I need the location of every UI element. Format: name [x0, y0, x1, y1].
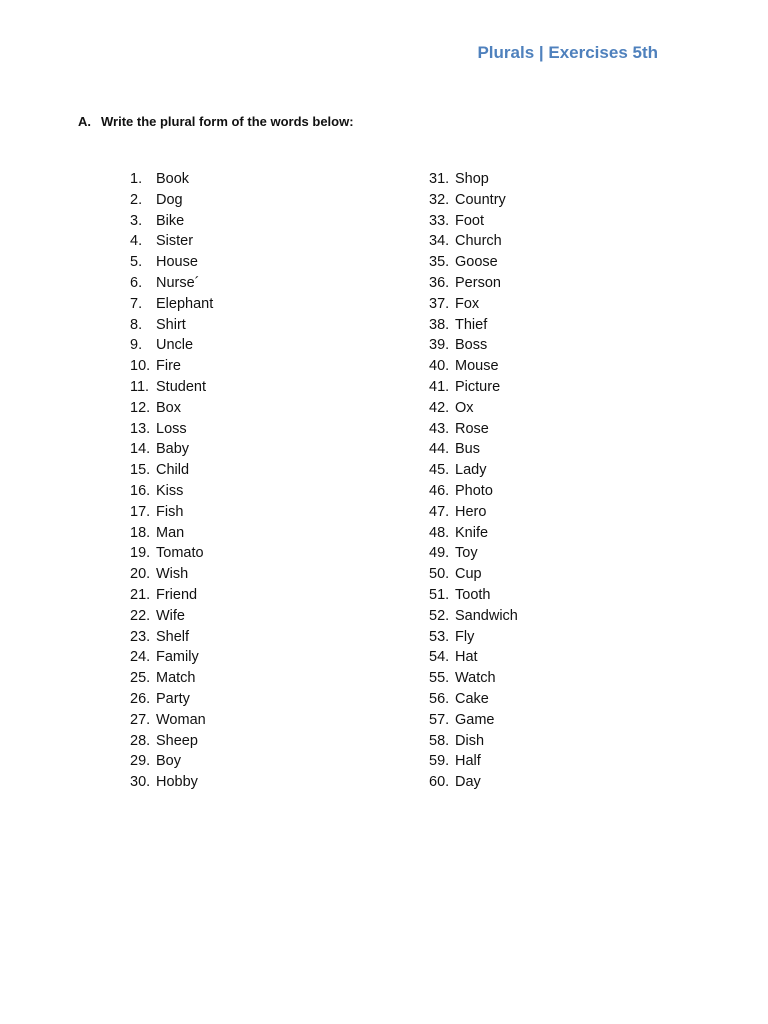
list-item [429, 751, 518, 772]
item-number: 39. [429, 337, 450, 354]
item-number: 55. [429, 670, 450, 687]
list-item [130, 751, 213, 772]
item-number: 20. [130, 566, 151, 583]
list-item [130, 398, 213, 419]
item-word: Bike [156, 212, 185, 229]
list-item [130, 315, 213, 336]
list-item [429, 335, 518, 356]
item-number: 24. [130, 649, 151, 666]
list-item [429, 772, 518, 793]
item-number: 30. [130, 774, 151, 791]
item-word: Day [455, 774, 481, 791]
list-item [130, 273, 213, 294]
item-word: Match [156, 670, 196, 687]
item-number: 31. [429, 171, 450, 187]
list-item [429, 731, 518, 752]
list-item [429, 211, 518, 232]
list-item [130, 439, 213, 460]
item-word: Hat [455, 649, 478, 666]
item-number: 12. [130, 399, 151, 416]
item-word: Toy [455, 545, 478, 562]
item-word: Sandwich [455, 607, 518, 624]
item-word: House [156, 254, 198, 271]
item-word: Photo [455, 482, 493, 499]
item-number: 41. [429, 378, 450, 395]
item-word: Tooth [455, 586, 491, 603]
list-item [130, 543, 213, 564]
item-number: 54. [429, 649, 450, 666]
item-number: 53. [429, 628, 450, 645]
item-number: 42. [429, 399, 450, 416]
item-word: Person [455, 274, 501, 291]
item-word: Hero [455, 503, 487, 520]
item-word: Sheep [156, 732, 198, 749]
item-word: Hobby [156, 774, 198, 791]
item-word: Dish [455, 732, 485, 749]
item-number: 44. [429, 441, 450, 458]
list-item [130, 460, 213, 481]
list-item [130, 564, 213, 585]
item-word: Game [455, 711, 495, 728]
item-word: Watch [455, 670, 496, 687]
list-item [429, 523, 518, 544]
item-number: 36. [429, 274, 450, 291]
item-number: 33. [429, 212, 450, 229]
list-item [429, 356, 518, 377]
list-item [130, 627, 213, 648]
item-number: 29. [130, 753, 151, 770]
item-number: 3. [130, 212, 143, 229]
item-number: 60. [429, 774, 450, 791]
instruction-text: Write the plural form of the words below: [101, 114, 354, 129]
list-item [429, 585, 518, 606]
list-item [130, 668, 213, 689]
item-word: Foot [455, 212, 485, 229]
list-item [429, 252, 518, 273]
item-number: 58. [429, 732, 450, 749]
item-number: 2. [130, 191, 143, 208]
item-number: 50. [429, 566, 450, 583]
item-word: Dog [156, 191, 183, 208]
item-number: 59. [429, 753, 450, 770]
list-item [429, 647, 518, 668]
word-list-column-2 [429, 169, 518, 793]
item-number: 35. [429, 254, 450, 271]
item-word: Nurse´ [156, 274, 200, 291]
item-number: 37. [429, 295, 450, 312]
item-word: Boy [156, 753, 181, 770]
list-item [429, 460, 518, 481]
list-item [130, 231, 213, 252]
list-item [130, 710, 213, 731]
item-number: 7. [130, 295, 143, 312]
list-item [429, 710, 518, 731]
item-word: Wife [156, 607, 185, 624]
item-word: Shelf [156, 628, 190, 645]
list-item [429, 502, 518, 523]
item-number: 46. [429, 482, 450, 499]
item-number: 27. [130, 711, 151, 728]
item-number: 49. [429, 545, 450, 562]
item-word: Bus [455, 441, 480, 458]
item-word: Party [156, 690, 190, 707]
item-word: Book [156, 171, 190, 187]
list-item [429, 564, 518, 585]
word-list-column-1 [130, 169, 213, 793]
item-word: Fish [156, 503, 184, 520]
list-item [429, 543, 518, 564]
item-word: Loss [156, 420, 187, 437]
item-number: 51. [429, 586, 450, 603]
item-word: Shop [455, 171, 489, 187]
list-item [429, 190, 518, 211]
item-word: Rose [455, 420, 489, 437]
list-item [429, 315, 518, 336]
list-item [130, 294, 213, 315]
item-number: 18. [130, 524, 151, 541]
item-number: 45. [429, 462, 450, 479]
item-word: Shirt [156, 316, 186, 333]
item-word: Uncle [156, 337, 194, 354]
list-item [130, 211, 213, 232]
item-number: 22. [130, 607, 151, 624]
list-item [130, 606, 213, 627]
list-item [130, 356, 213, 377]
list-item [130, 523, 213, 544]
list-item [429, 481, 518, 502]
list-item [130, 169, 213, 190]
item-word: Mouse [455, 358, 499, 375]
item-number: 23. [130, 628, 151, 645]
item-number: 28. [130, 732, 151, 749]
list-item [130, 335, 213, 356]
item-number: 5. [130, 254, 143, 271]
list-item [429, 419, 518, 440]
list-item [429, 606, 518, 627]
item-number: 11. [130, 378, 150, 395]
list-item [429, 439, 518, 460]
item-number: 4. [130, 233, 143, 250]
item-word: Wish [156, 566, 189, 583]
item-word: Cup [455, 566, 482, 583]
item-number: 16. [130, 482, 151, 499]
item-word: Fire [156, 358, 181, 375]
item-word: Fox [455, 295, 480, 312]
item-word: Man [156, 524, 185, 541]
list-item [429, 668, 518, 689]
item-number: 56. [429, 690, 450, 707]
item-number: 14. [130, 441, 151, 458]
list-item [130, 502, 213, 523]
list-item [429, 169, 518, 190]
item-number: 25. [130, 670, 151, 687]
item-word: Ox [455, 399, 474, 416]
list-item [130, 647, 213, 668]
list-item [130, 481, 213, 502]
item-number: 32. [429, 191, 450, 208]
list-item [130, 731, 213, 752]
item-word: Goose [455, 254, 498, 271]
item-number: 6. [130, 274, 143, 291]
list-item [429, 377, 518, 398]
item-number: 19. [130, 545, 151, 562]
item-number: 17. [130, 503, 151, 520]
item-word: Thief [455, 316, 488, 333]
item-word: Half [455, 753, 481, 770]
item-word: Baby [156, 441, 190, 458]
item-number: 1. [130, 171, 143, 187]
item-number: 13. [130, 420, 151, 437]
item-word: Elephant [156, 295, 214, 312]
item-word: Tomato [156, 545, 204, 562]
item-word: Knife [455, 524, 489, 541]
list-item [429, 627, 518, 648]
item-word: Cake [455, 690, 489, 707]
item-word: Country [455, 191, 506, 208]
item-word: Lady [455, 462, 487, 479]
item-number: 8. [130, 316, 143, 333]
item-number: 38. [429, 316, 450, 333]
item-word: Student [156, 378, 206, 395]
item-number: 34. [429, 233, 450, 250]
list-item [130, 772, 213, 793]
item-word: Friend [156, 586, 198, 603]
item-number: 43. [429, 420, 450, 437]
exercise-marker: A. [78, 114, 91, 129]
page-header-title: Plurals | Exercises 5th [477, 43, 658, 62]
item-word: Family [156, 649, 199, 666]
list-item [130, 419, 213, 440]
list-item [429, 398, 518, 419]
item-word: Box [156, 399, 181, 416]
list-item [429, 231, 518, 252]
item-word: Sister [156, 233, 194, 250]
exercise-instruction [78, 114, 354, 129]
list-item [429, 294, 518, 315]
list-item [130, 190, 213, 211]
list-item [429, 689, 518, 710]
item-number: 9. [130, 337, 143, 354]
item-word: Picture [455, 378, 501, 395]
item-number: 10. [130, 358, 151, 375]
item-number: 57. [429, 711, 450, 728]
list-item [130, 252, 213, 273]
item-number: 48. [429, 524, 450, 541]
item-word: Boss [455, 337, 488, 354]
item-word: Child [156, 462, 190, 479]
item-word: Kiss [156, 482, 184, 499]
item-number: 26. [130, 690, 151, 707]
item-number: 15. [130, 462, 151, 479]
list-item [130, 377, 213, 398]
list-item [130, 585, 213, 606]
item-number: 47. [429, 503, 450, 520]
item-word: Church [455, 233, 502, 250]
item-word: Woman [156, 711, 206, 728]
list-item [130, 689, 213, 710]
item-number: 40. [429, 358, 450, 375]
list-item [429, 273, 518, 294]
item-number: 21. [130, 586, 151, 603]
item-number: 52. [429, 607, 450, 624]
item-word: Fly [455, 628, 475, 645]
